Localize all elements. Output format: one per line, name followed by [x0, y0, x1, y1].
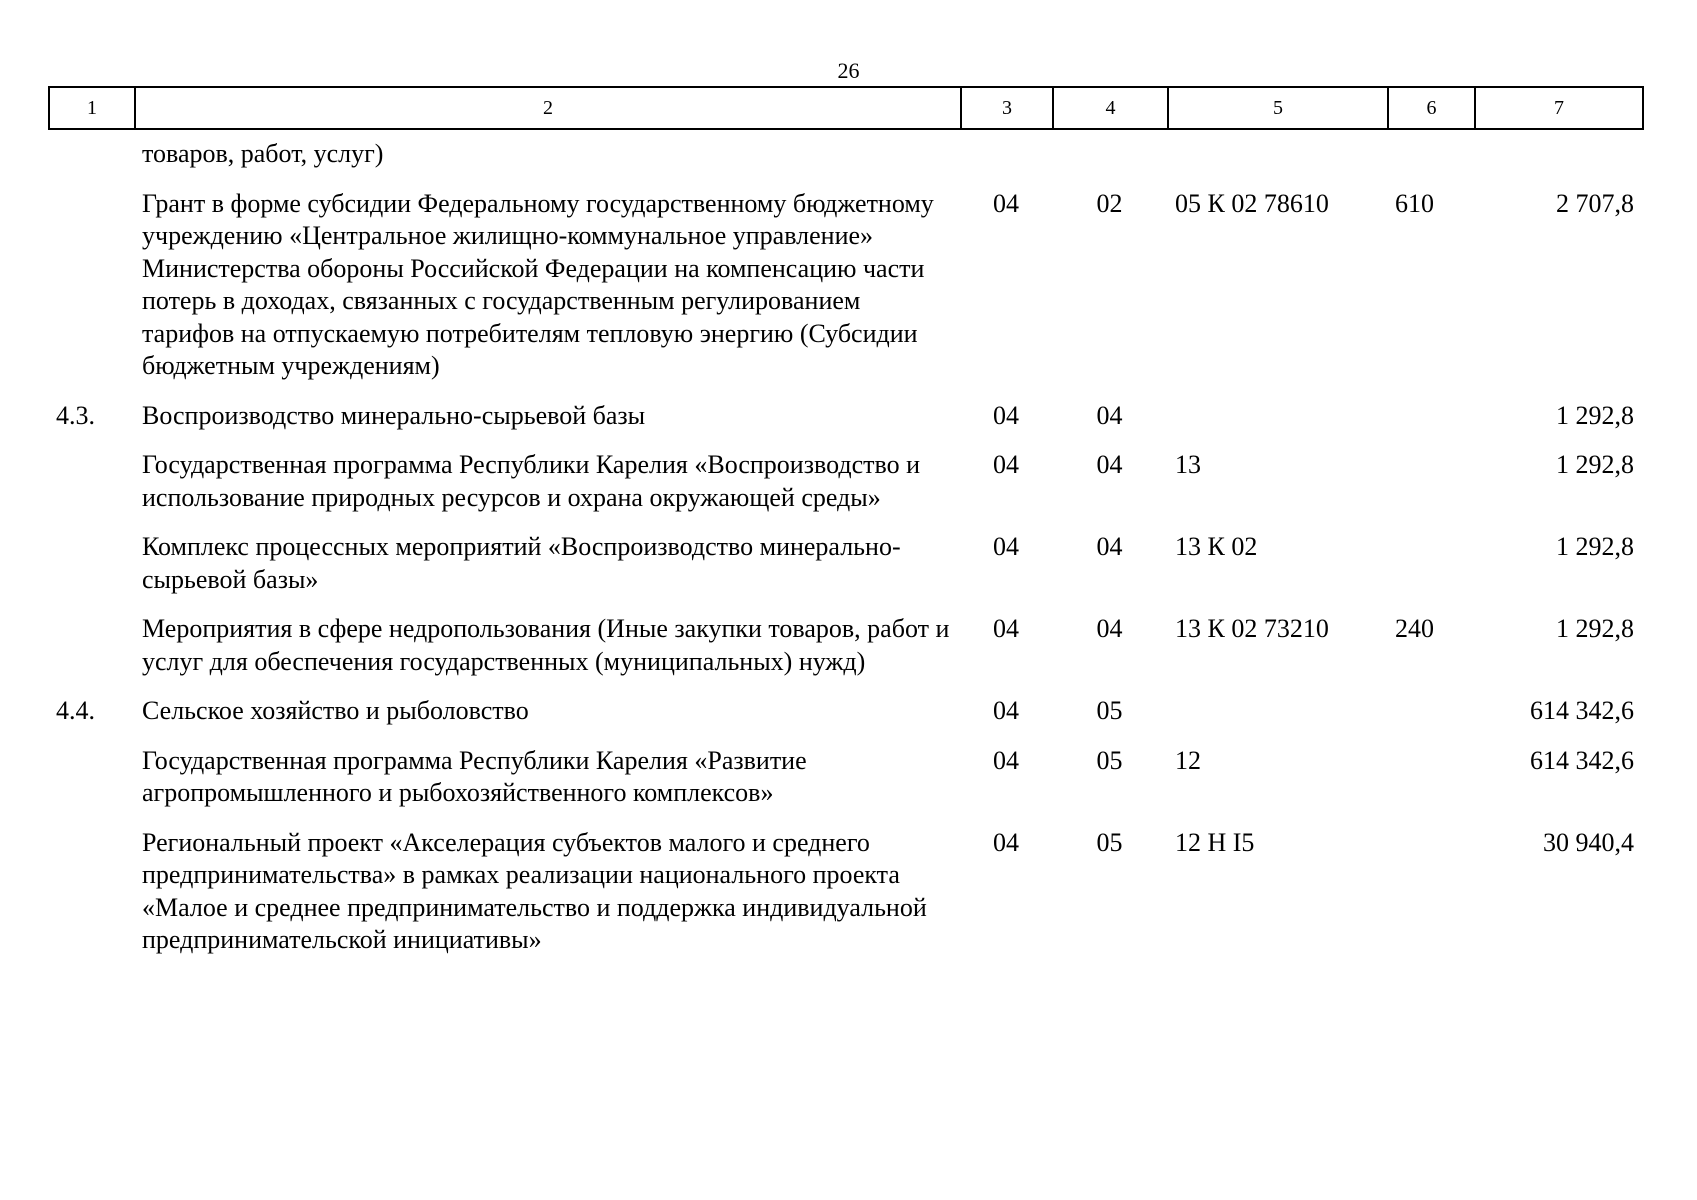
row-amount: 1 292,8	[1556, 450, 1634, 479]
row-target-article: 12 Н I5	[1175, 827, 1255, 857]
row-target-article: 13 К 02 73210	[1175, 614, 1329, 643]
row-amount: 614 342,6	[1530, 696, 1634, 725]
column-header-2: 2	[135, 87, 961, 129]
row-subsection-code: 05	[1096, 745, 1123, 775]
row-expense-type	[1387, 400, 1474, 450]
table-row	[48, 188, 1642, 400]
row-number	[48, 613, 134, 695]
row-expense-type	[1387, 827, 1474, 974]
row-name: Государственная программа Республики Карелия «Развитие агропромышленного и рыбохозяйственного комплексов»	[142, 745, 807, 807]
row-number	[48, 531, 134, 613]
row-target-article	[1167, 400, 1387, 450]
row-subsection-code: 04	[1096, 450, 1123, 479]
row-section-code: 04	[993, 400, 1019, 430]
row-amount: 614 342,6	[1530, 745, 1634, 775]
row-number	[48, 138, 134, 188]
row-name: Воспроизводство минерально-сырьевой базы	[142, 400, 646, 430]
row-name: Мероприятия в сфере недропользования (Иные закупки товаров, работ и услуг для обеспечения государственных (муниципальных) нужд)	[142, 614, 950, 676]
column-header-3: 3	[961, 87, 1053, 129]
row-section-code: 04	[993, 827, 1019, 857]
table-row	[48, 613, 1642, 695]
table-row	[48, 827, 1642, 974]
row-target-article	[1167, 695, 1387, 745]
row-section-code: 04	[993, 745, 1019, 775]
column-header-7: 7	[1475, 87, 1643, 129]
column-header-1: 1	[49, 87, 135, 129]
column-header-4: 4	[1053, 87, 1168, 129]
row-amount: 1 292,8	[1556, 614, 1634, 643]
row-subsection-code: 04	[1096, 532, 1123, 561]
row-section-code: 04	[993, 532, 1019, 561]
row-number	[48, 827, 134, 974]
column-header-5: 5	[1168, 87, 1388, 129]
row-name: Региональный проект «Акселерация субъектов малого и среднего предпринимательства» в рамках реализации национального проекта «Малое и среднее предпринимательство и поддержка индивидуальной предпринимательской инициативы»	[142, 827, 927, 954]
row-target-article	[1167, 138, 1387, 188]
table-row	[48, 138, 1642, 188]
row-name: Государственная программа Республики Карелия «Воспроизводство и использование природных ресурсов и охрана окружающей среды»	[142, 450, 920, 512]
row-target-article: 13 К 02	[1175, 532, 1258, 561]
row-subsection-code: 04	[1096, 400, 1123, 430]
row-number: 4.4.	[56, 696, 95, 725]
row-expense-type	[1387, 695, 1474, 745]
row-target-article: 05 К 02 78610	[1175, 188, 1329, 218]
row-expense-type	[1387, 531, 1474, 613]
row-name: Сельское хозяйство и рыболовство	[142, 696, 529, 725]
row-subsection-code: 04	[1096, 614, 1123, 643]
row-target-article: 12	[1175, 745, 1201, 775]
row-amount: 1 292,8	[1556, 400, 1634, 430]
row-expense-type	[1387, 745, 1474, 827]
row-expense-type	[1387, 449, 1474, 531]
column-header-row	[49, 87, 1643, 129]
row-amount	[1474, 138, 1642, 188]
row-section-code: 04	[993, 188, 1019, 218]
row-number: 4.3.	[56, 400, 95, 430]
row-amount: 1 292,8	[1556, 532, 1634, 561]
budget-table	[48, 138, 1642, 974]
row-amount: 30 940,4	[1543, 827, 1634, 857]
row-number	[48, 449, 134, 531]
row-amount: 2 707,8	[1556, 188, 1634, 218]
row-target-article: 13	[1175, 450, 1201, 479]
row-name: Комплекс процессных мероприятий «Воспроизводство минерально-сырьевой базы»	[142, 532, 901, 594]
row-section-code: 04	[993, 450, 1019, 479]
table-row	[48, 400, 1642, 450]
table-row	[48, 531, 1642, 613]
row-number	[48, 745, 134, 827]
row-subsection-code: 05	[1096, 827, 1123, 857]
row-subsection-code	[1052, 138, 1167, 188]
row-section-code: 04	[993, 614, 1019, 643]
page-number: 26	[837, 58, 860, 83]
column-header-6: 6	[1388, 87, 1475, 129]
row-subsection-code: 02	[1096, 188, 1123, 218]
row-section-code	[960, 138, 1052, 188]
row-section-code: 04	[993, 696, 1019, 725]
table-row	[48, 745, 1642, 827]
row-name: товаров, работ, услуг)	[142, 139, 384, 168]
table-row	[48, 449, 1642, 531]
row-number	[48, 188, 134, 400]
row-name: Грант в форме субсидии Федеральному государственному бюджетному учреждению «Центральное жилищно-коммунальное управление» Министерства обороны Российской Федерации на компенсацию части потерь в доходах, связанных с государственным регулированием тарифов на отпускаемую потребителям тепловую энергию (Субсидии бюджетным учреждениям)	[142, 188, 934, 380]
column-header-table	[48, 86, 1644, 130]
row-subsection-code: 05	[1096, 696, 1123, 725]
row-expense-type	[1387, 138, 1474, 188]
table-row	[48, 695, 1642, 745]
row-expense-type: 240	[1395, 614, 1434, 643]
row-expense-type: 610	[1395, 188, 1434, 218]
